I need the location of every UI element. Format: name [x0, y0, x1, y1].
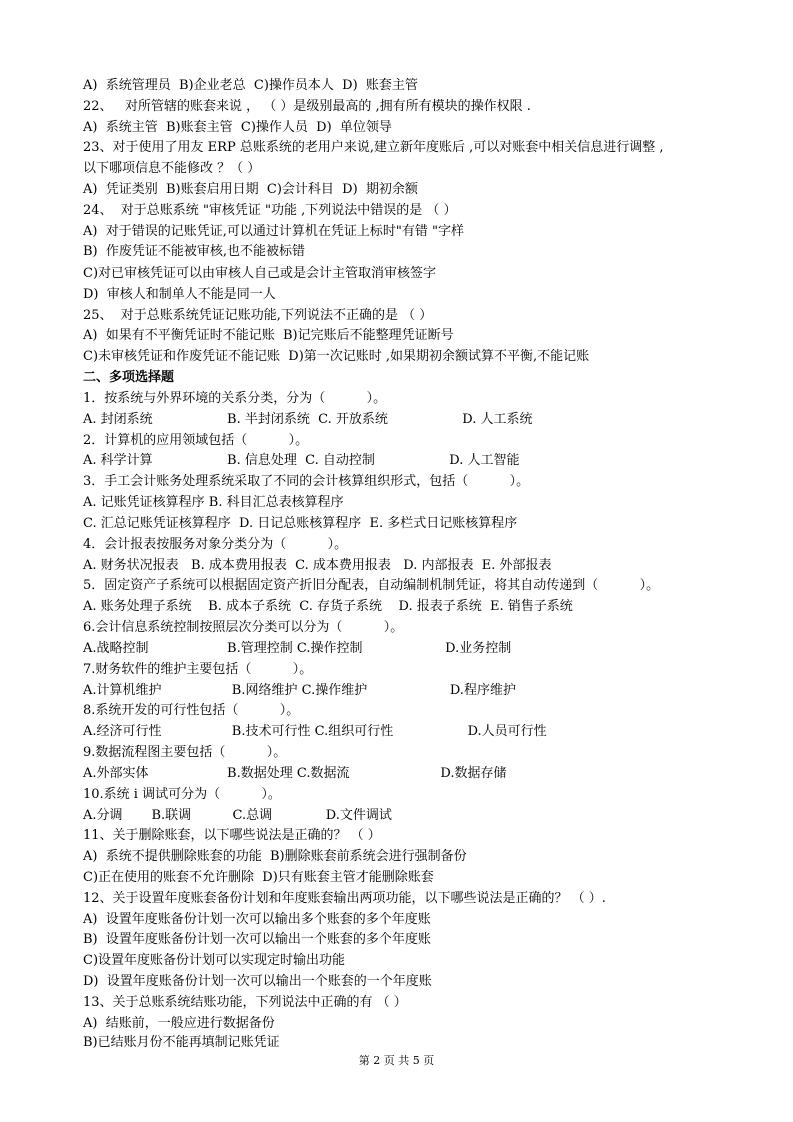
text-line: 3．手工会计账务处理系统采取了不同的会计核算组织形式，包括（ ）。	[83, 474, 530, 489]
text-line: B) 设置年度账备份计划一次可以输出一个账套的多个年度账	[83, 932, 431, 947]
text-line: A. 科学计算 B. 信息处理 C. 自动控制 D. 人工智能	[83, 453, 520, 468]
text-line: 12、关于设置年度账套备份计划和年度账套输出两项功能，以下哪些说法是正确的？ （ ）.	[83, 891, 606, 906]
text-line: A) 结账前，一般应进行数据备份	[83, 1016, 275, 1031]
text-line: B)已结账月份不能再填制记账凭证	[83, 1034, 280, 1050]
text-line: A. 账务处理子系统 B. 成本子系统 C. 存货子系统 D. 报表子系统 E. 销售子系统	[83, 599, 573, 614]
text-line: 23、对于使用了用友 ERP 总账系统的老用户来说,建立新年度账后 ,可以对账套中相关信息进行调整 ,	[83, 140, 664, 155]
text-line: C. 汇总记账凭证核算程序 D. 日记总账核算程序 E. 多栏式日记账核算程序	[83, 516, 518, 531]
text-line: 8.系统开发的可行性包括（ ）。	[83, 703, 300, 718]
text-line: A.计算机维护 B.网络维护 C.操作维护 D.程序维护	[83, 683, 516, 698]
text-line: A. 封闭系统 B. 半封闭系统 C. 开放系统 D. 人工系统	[83, 412, 533, 427]
text-line: A.分调 B.联调 C.总调 D.文件调试	[83, 808, 392, 823]
text-line: A) 设置年度账备份计划一次可以输出多个账套的多个年度账	[83, 912, 431, 927]
text-line: A) 系统不提供删除账套的功能 B)删除账套前系统会进行强制备份	[83, 849, 467, 864]
text-line: B) 作废凭证不能被审核,也不能被标错	[83, 244, 306, 259]
text-line: A. 记账凭证核算程序 B. 科目汇总表核算程序	[83, 495, 344, 510]
text-line: 24、 对于总账系统 "审核凭证 "功能 ,下列说法中错误的是 （ ）	[83, 203, 457, 218]
page-footer: 第 2 页 共 5 页	[358, 1054, 435, 1067]
text-line: A. 财务状况报表 B. 成本费用报表 C. 成本费用报表 D. 内部报表 E. 外部报表	[83, 558, 552, 573]
text-line: C)未审核凭证和作废凭证不能记账 D)第一次记账时 ,如果期初余额试算不平衡,不能记账	[83, 349, 590, 364]
text-line: 22、 对所管辖的账套来说 ， （ ）是级别最高的 ,拥有所有模块的操作权限 .	[83, 99, 531, 114]
text-line: A) 系统管理员 B)企业老总 C)操作员本人 D) 账套主管	[83, 78, 418, 93]
text-line: A.经济可行性 B.技术可行性 C.组织可行性 D.人员可行性	[83, 724, 547, 739]
text-line: C)设置年度账备份计划可以实现定时输出功能	[83, 953, 346, 968]
text-line: A) 如果有不平衡凭证时不能记账 B)记完账后不能整理凭证断号	[83, 328, 454, 343]
text-line: A) 系统主管 B)账套主管 C)操作人员 D) 单位领导	[83, 120, 392, 135]
text-line: A) 对于错误的记账凭证,可以通过计算机在凭证上标时"有错 "字样	[83, 224, 464, 239]
text-line: C)正在使用的账套不允许删除 D)只有账套主管才能删除账套	[83, 870, 434, 885]
text-line: 6.会计信息系统控制按照层次分类可以分为（ ）。	[83, 620, 404, 635]
text-line: 7.财务软件的维护主要包括（ ）。	[83, 662, 313, 677]
text-line: 25、 对于总账系统凭证记账功能,下列说法不正确的是 （ ）	[83, 308, 433, 323]
text-line: A.外部实体 B.数据处理 C.数据流 D.数据存储	[83, 766, 507, 781]
text-line: 10.系统 i 调试可分为（ ）。	[83, 787, 281, 802]
text-line: D) 设置年度账备份计划一次可以输出一个账套的一个年度账	[83, 974, 432, 989]
text-line: A) 凭证类别 B)账套启用日期 C)会计科目 D) 期初余额	[83, 182, 418, 197]
text-line: D) 审核人和制单人不能是同一人	[83, 287, 276, 302]
text-line: 4．会计报表按服务对象分类分为（ ）。	[83, 537, 348, 552]
section-heading: 二、多项选择题	[83, 370, 175, 385]
text-line: 2．计算机的应用领域包括（ ）。	[83, 433, 309, 448]
text-line: 9.数据流程图主要包括（ ）。	[83, 745, 287, 760]
text-line: C)对已审核凭证可以由审核人自己或是会计主管取消审核签字	[83, 266, 437, 281]
text-line: 5．固定资产子系统可以根据固定资产折旧分配表，自动编制机制凭证，将其自动传递到（ ）。	[83, 578, 660, 593]
text-line: 1．按系统与外界环境的关系分类，分为（ ）。	[83, 391, 387, 406]
text-line: 13、关于总账系统结账功能，下列说法中正确的有 （ ）	[83, 995, 407, 1010]
text-line: 11、关于删除账套，以下哪些说法是正确的？ （ ）	[83, 828, 381, 843]
text-line: A.战略控制 B.管理控制 C.操作控制 D.业务控制	[83, 641, 512, 656]
text-line: 以下哪项信息不能修改 ？（ ）	[83, 161, 261, 176]
